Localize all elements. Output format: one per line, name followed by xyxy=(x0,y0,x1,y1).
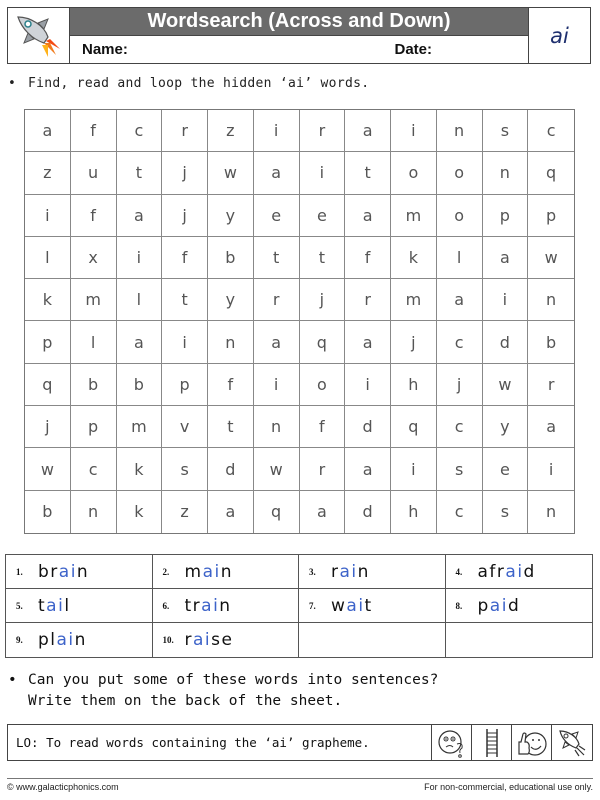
word-suffix: se xyxy=(211,630,234,650)
grid-cell[interactable]: w xyxy=(483,364,529,406)
grid-cell[interactable]: p xyxy=(528,195,574,237)
grid-cell[interactable]: b xyxy=(208,237,254,279)
grid-cell[interactable]: a xyxy=(345,110,391,152)
word-prefix: p xyxy=(477,595,490,616)
word-prefix: r xyxy=(184,630,193,650)
footer-divider xyxy=(7,778,593,779)
grid-cell[interactable]: p xyxy=(71,406,117,448)
grid-cell[interactable]: l xyxy=(71,321,117,363)
grid-cell[interactable]: t xyxy=(254,237,300,279)
grid-cell[interactable]: i xyxy=(162,321,208,363)
grapheme-badge: ai xyxy=(528,8,590,63)
grid-cell[interactable]: d xyxy=(345,491,391,533)
grid-cell[interactable]: l xyxy=(117,279,163,321)
grid-cell[interactable]: r xyxy=(162,110,208,152)
word-number: 7. xyxy=(309,600,316,611)
word-list-empty-cell xyxy=(299,623,446,657)
word-number: 4. xyxy=(455,566,463,577)
grapheme-highlight: ai xyxy=(339,561,358,582)
grid-cell[interactable]: d xyxy=(208,448,254,490)
grid-cell[interactable]: n xyxy=(437,110,483,152)
grid-cell[interactable]: q xyxy=(254,491,300,533)
grid-cell[interactable]: n xyxy=(546,502,557,522)
word-list-empty-cell xyxy=(446,623,593,657)
grid-cell[interactable]: h xyxy=(391,364,437,406)
grid-cell[interactable]: j xyxy=(300,279,346,321)
grid-cell[interactable]: n xyxy=(254,406,300,448)
grid-cell[interactable]: d xyxy=(483,321,529,363)
grid-cell[interactable]: f xyxy=(71,195,117,237)
grid-cell[interactable]: p xyxy=(25,321,71,363)
word-number: 2. xyxy=(162,566,170,577)
word-prefix: t xyxy=(38,595,47,616)
grid-cell[interactable]: r xyxy=(300,448,346,490)
confused-face-icon xyxy=(437,728,467,758)
worksheet-header xyxy=(7,7,591,64)
word-list-item xyxy=(446,589,593,623)
grid-cell[interactable]: k xyxy=(25,279,71,321)
date-label[interactable]: Date: xyxy=(394,41,432,58)
grapheme-highlight: ai xyxy=(489,595,508,616)
grid-cell[interactable]: w xyxy=(208,152,254,194)
footer xyxy=(7,782,593,792)
word-suffix: d xyxy=(523,561,536,582)
instruction-text: Find, read and loop the hidden ‘ai’ words. xyxy=(28,76,370,91)
grid-cell[interactable]: s xyxy=(437,448,483,490)
grid-cell[interactable]: i xyxy=(391,448,437,490)
grid-cell[interactable]: f xyxy=(300,406,346,448)
grid-cell[interactable]: i xyxy=(528,448,574,490)
word-list-item xyxy=(299,589,446,623)
grid-cell[interactable]: o xyxy=(300,364,346,406)
grid-cell[interactable]: h xyxy=(391,491,437,533)
word-text xyxy=(38,562,89,582)
grid-cell[interactable]: a xyxy=(254,152,300,194)
grapheme-highlight: ai xyxy=(505,561,524,582)
word-list-item xyxy=(153,623,300,657)
word-text xyxy=(185,596,232,616)
grid-cell[interactable]: o xyxy=(437,195,483,237)
word-list-item xyxy=(6,555,153,589)
word-prefix: pl xyxy=(38,630,57,650)
word-prefix: w xyxy=(331,595,347,616)
grid-cell[interactable]: j xyxy=(25,406,71,448)
grid-cell[interactable]: x xyxy=(71,237,117,279)
grid-cell[interactable]: f xyxy=(208,364,254,406)
grid-cell[interactable]: d xyxy=(345,406,391,448)
grid-cell[interactable]: a xyxy=(345,321,391,363)
word-list xyxy=(5,554,593,658)
copyright-link[interactable]: © www.galacticphonics.com xyxy=(7,782,119,792)
word-text xyxy=(478,596,521,616)
grid-cell[interactable]: a xyxy=(208,491,254,533)
grid-cell[interactable]: r xyxy=(254,279,300,321)
word-list-item xyxy=(446,555,593,589)
grid-cell[interactable]: f xyxy=(345,237,391,279)
grid-cell[interactable]: a xyxy=(345,448,391,490)
word-list-item xyxy=(6,589,153,623)
grid-cell[interactable]: m xyxy=(71,279,117,321)
grid-cell[interactable]: s xyxy=(162,448,208,490)
grid-cell[interactable]: a xyxy=(254,321,300,363)
logo-cell xyxy=(8,8,70,63)
word-prefix: r xyxy=(331,561,340,582)
grid-cell[interactable]: t xyxy=(162,279,208,321)
grid-cell[interactable]: j xyxy=(162,152,208,194)
grapheme-highlight: ai xyxy=(346,595,365,616)
grid-cell[interactable]: i xyxy=(254,364,300,406)
learning-objective-bar xyxy=(7,724,593,761)
word-number: 8. xyxy=(455,600,463,611)
thumbs-up-icon xyxy=(516,728,548,758)
grid-cell[interactable]: r xyxy=(345,279,391,321)
grapheme-highlight: ai xyxy=(56,630,75,650)
grid-cell[interactable]: c xyxy=(437,321,483,363)
name-date-row xyxy=(70,36,528,63)
sentence-task xyxy=(8,670,438,712)
grid-cell[interactable]: f xyxy=(71,110,117,152)
word-suffix: n xyxy=(219,595,232,616)
word-list-item xyxy=(153,555,300,589)
word-suffix: t xyxy=(364,595,373,616)
word-prefix: br xyxy=(38,561,59,582)
learning-objective-text: LO: To read words containing the ‘ai’ grapheme. xyxy=(8,725,432,760)
word-suffix: n xyxy=(74,630,87,650)
grid-cell[interactable]: s xyxy=(483,110,529,152)
grid-cell[interactable]: a xyxy=(300,491,346,533)
grid-cell[interactable]: a xyxy=(117,195,163,237)
header-middle xyxy=(70,8,528,63)
ladder-icon xyxy=(484,728,500,758)
grid-cell[interactable]: a xyxy=(437,279,483,321)
grid-cell[interactable]: i xyxy=(25,195,71,237)
word-text xyxy=(331,596,373,616)
grid-cell[interactable]: m xyxy=(391,195,437,237)
grid-cell[interactable]: p xyxy=(483,195,529,237)
word-suffix: d xyxy=(507,595,521,616)
grid-cell[interactable]: b xyxy=(71,364,117,406)
grid-cell[interactable]: a xyxy=(528,406,574,448)
bullet: • xyxy=(8,672,17,688)
word-suffix: l xyxy=(64,595,71,616)
usage-notice: For non-commercial, educational use only. xyxy=(424,782,593,792)
grid-cell[interactable]: e xyxy=(254,195,300,237)
grid-cell[interactable]: c xyxy=(528,110,574,152)
grid-cell[interactable]: k xyxy=(117,448,163,490)
grid-cell[interactable]: t xyxy=(345,152,391,194)
name-label[interactable]: Name: xyxy=(82,41,128,58)
grid-cell[interactable]: q xyxy=(25,364,71,406)
grid-cell[interactable]: m xyxy=(391,279,437,321)
self-assessment-ladder[interactable] xyxy=(472,725,512,760)
self-assessment-rocket[interactable] xyxy=(552,725,592,760)
word-text xyxy=(185,562,233,582)
grid-cell[interactable]: w xyxy=(528,237,574,279)
grid-cell[interactable]: e xyxy=(483,448,529,490)
grid-cell[interactable]: z xyxy=(25,152,71,194)
self-assessment-confused[interactable] xyxy=(432,725,472,760)
grid-cell[interactable]: o xyxy=(437,152,483,194)
grid-cell[interactable]: n xyxy=(71,491,117,533)
grid-cell[interactable]: n xyxy=(208,321,254,363)
grid-cell[interactable]: t xyxy=(117,152,163,194)
word-number: 1. xyxy=(16,566,23,577)
grid-cell[interactable]: a xyxy=(345,195,391,237)
grid-cell[interactable]: i xyxy=(391,110,437,152)
self-assessment-thumbs-up[interactable] xyxy=(512,725,552,760)
grid-cell[interactable]: j xyxy=(437,364,483,406)
grid-cell[interactable]: i xyxy=(345,364,391,406)
grapheme-highlight: ai xyxy=(202,561,221,582)
grid-cell[interactable]: z xyxy=(162,491,208,533)
word-list-item xyxy=(153,589,300,623)
grid-cell[interactable]: c xyxy=(437,491,483,533)
grid-cell[interactable]: j xyxy=(391,321,437,363)
page-title: Wordsearch (Across and Down) xyxy=(70,8,528,36)
word-list-item xyxy=(299,555,446,589)
grid-cell[interactable]: s xyxy=(483,491,529,533)
grid-cell[interactable]: a xyxy=(25,110,71,152)
grapheme-highlight: ai xyxy=(193,630,212,650)
word-number: 6. xyxy=(162,600,170,611)
grid-cell[interactable]: t xyxy=(208,406,254,448)
grid-cell[interactable]: r xyxy=(300,110,346,152)
task-line-2: Write them on the back of the sheet. xyxy=(28,693,343,709)
word-text xyxy=(38,596,71,616)
grid-cell[interactable]: p xyxy=(162,364,208,406)
grid-cell[interactable]: q xyxy=(391,406,437,448)
bullet: • xyxy=(8,76,17,91)
grid-cell[interactable]: y xyxy=(208,279,254,321)
grid-cell[interactable]: q xyxy=(528,152,574,194)
grapheme-highlight: ai xyxy=(46,595,65,616)
grid-cell[interactable]: t xyxy=(300,237,346,279)
word-number: 10. xyxy=(162,635,174,645)
grid-cell[interactable]: o xyxy=(391,152,437,194)
word-number: 9. xyxy=(16,635,23,645)
grid-cell[interactable]: i xyxy=(483,279,529,321)
grid-cell[interactable]: i xyxy=(117,237,163,279)
instruction xyxy=(8,76,369,91)
word-suffix: n xyxy=(76,561,90,582)
word-number: 3. xyxy=(309,566,316,577)
word-suffix: n xyxy=(357,561,370,582)
word-number: 5. xyxy=(16,600,23,611)
grid-cell[interactable]: b xyxy=(117,364,163,406)
grid-cell[interactable]: q xyxy=(300,321,346,363)
grid-cell[interactable]: w xyxy=(25,448,71,490)
grid-cell[interactable]: y xyxy=(208,195,254,237)
grid-cell[interactable]: i xyxy=(300,152,346,194)
task-line-1: Can you put some of these words into sentences? xyxy=(28,672,439,688)
word-text xyxy=(331,562,370,582)
word-text xyxy=(38,630,87,650)
word-prefix: tr xyxy=(184,595,202,616)
grid-cell[interactable]: y xyxy=(483,406,529,448)
grid-cell[interactable]: w xyxy=(254,448,300,490)
grapheme-highlight: ai xyxy=(58,561,77,582)
grid-cell[interactable]: f xyxy=(162,237,208,279)
word-list-item xyxy=(6,623,153,657)
grid-cell[interactable]: e xyxy=(300,195,346,237)
word-text xyxy=(185,630,234,650)
grid-cell[interactable]: c xyxy=(437,406,483,448)
grapheme-highlight: ai xyxy=(201,595,220,616)
grid-cell[interactable]: r xyxy=(528,364,574,406)
grid-cell[interactable]: n xyxy=(483,152,529,194)
grid-cell[interactable]: i xyxy=(254,110,300,152)
grid-cell[interactable]: c xyxy=(117,110,163,152)
rocket-icon xyxy=(557,728,587,758)
word-prefix: afr xyxy=(477,561,506,582)
grid-cell[interactable]: b xyxy=(25,491,71,533)
grid-cell[interactable]: l xyxy=(25,237,71,279)
grid-cell[interactable]: b xyxy=(528,321,574,363)
grid-cell[interactable]: v xyxy=(162,406,208,448)
grid-cell[interactable]: n xyxy=(528,279,574,321)
rocket-icon xyxy=(14,13,64,59)
grid-cell[interactable]: c xyxy=(71,448,117,490)
grid-cell[interactable]: k xyxy=(391,237,437,279)
word-text xyxy=(478,562,536,582)
grid-cell[interactable]: a xyxy=(117,321,163,363)
grid-cell[interactable]: m xyxy=(117,406,163,448)
wordsearch-grid xyxy=(24,109,575,534)
word-suffix: n xyxy=(220,561,233,582)
word-prefix: m xyxy=(184,561,203,582)
grid-cell[interactable]: u xyxy=(71,152,117,194)
grid-cell[interactable]: l xyxy=(437,237,483,279)
grid-cell[interactable]: a xyxy=(483,237,529,279)
grid-cell[interactable]: j xyxy=(162,195,208,237)
grid-cell[interactable]: z xyxy=(208,110,254,152)
grid-cell[interactable]: k xyxy=(117,491,163,533)
